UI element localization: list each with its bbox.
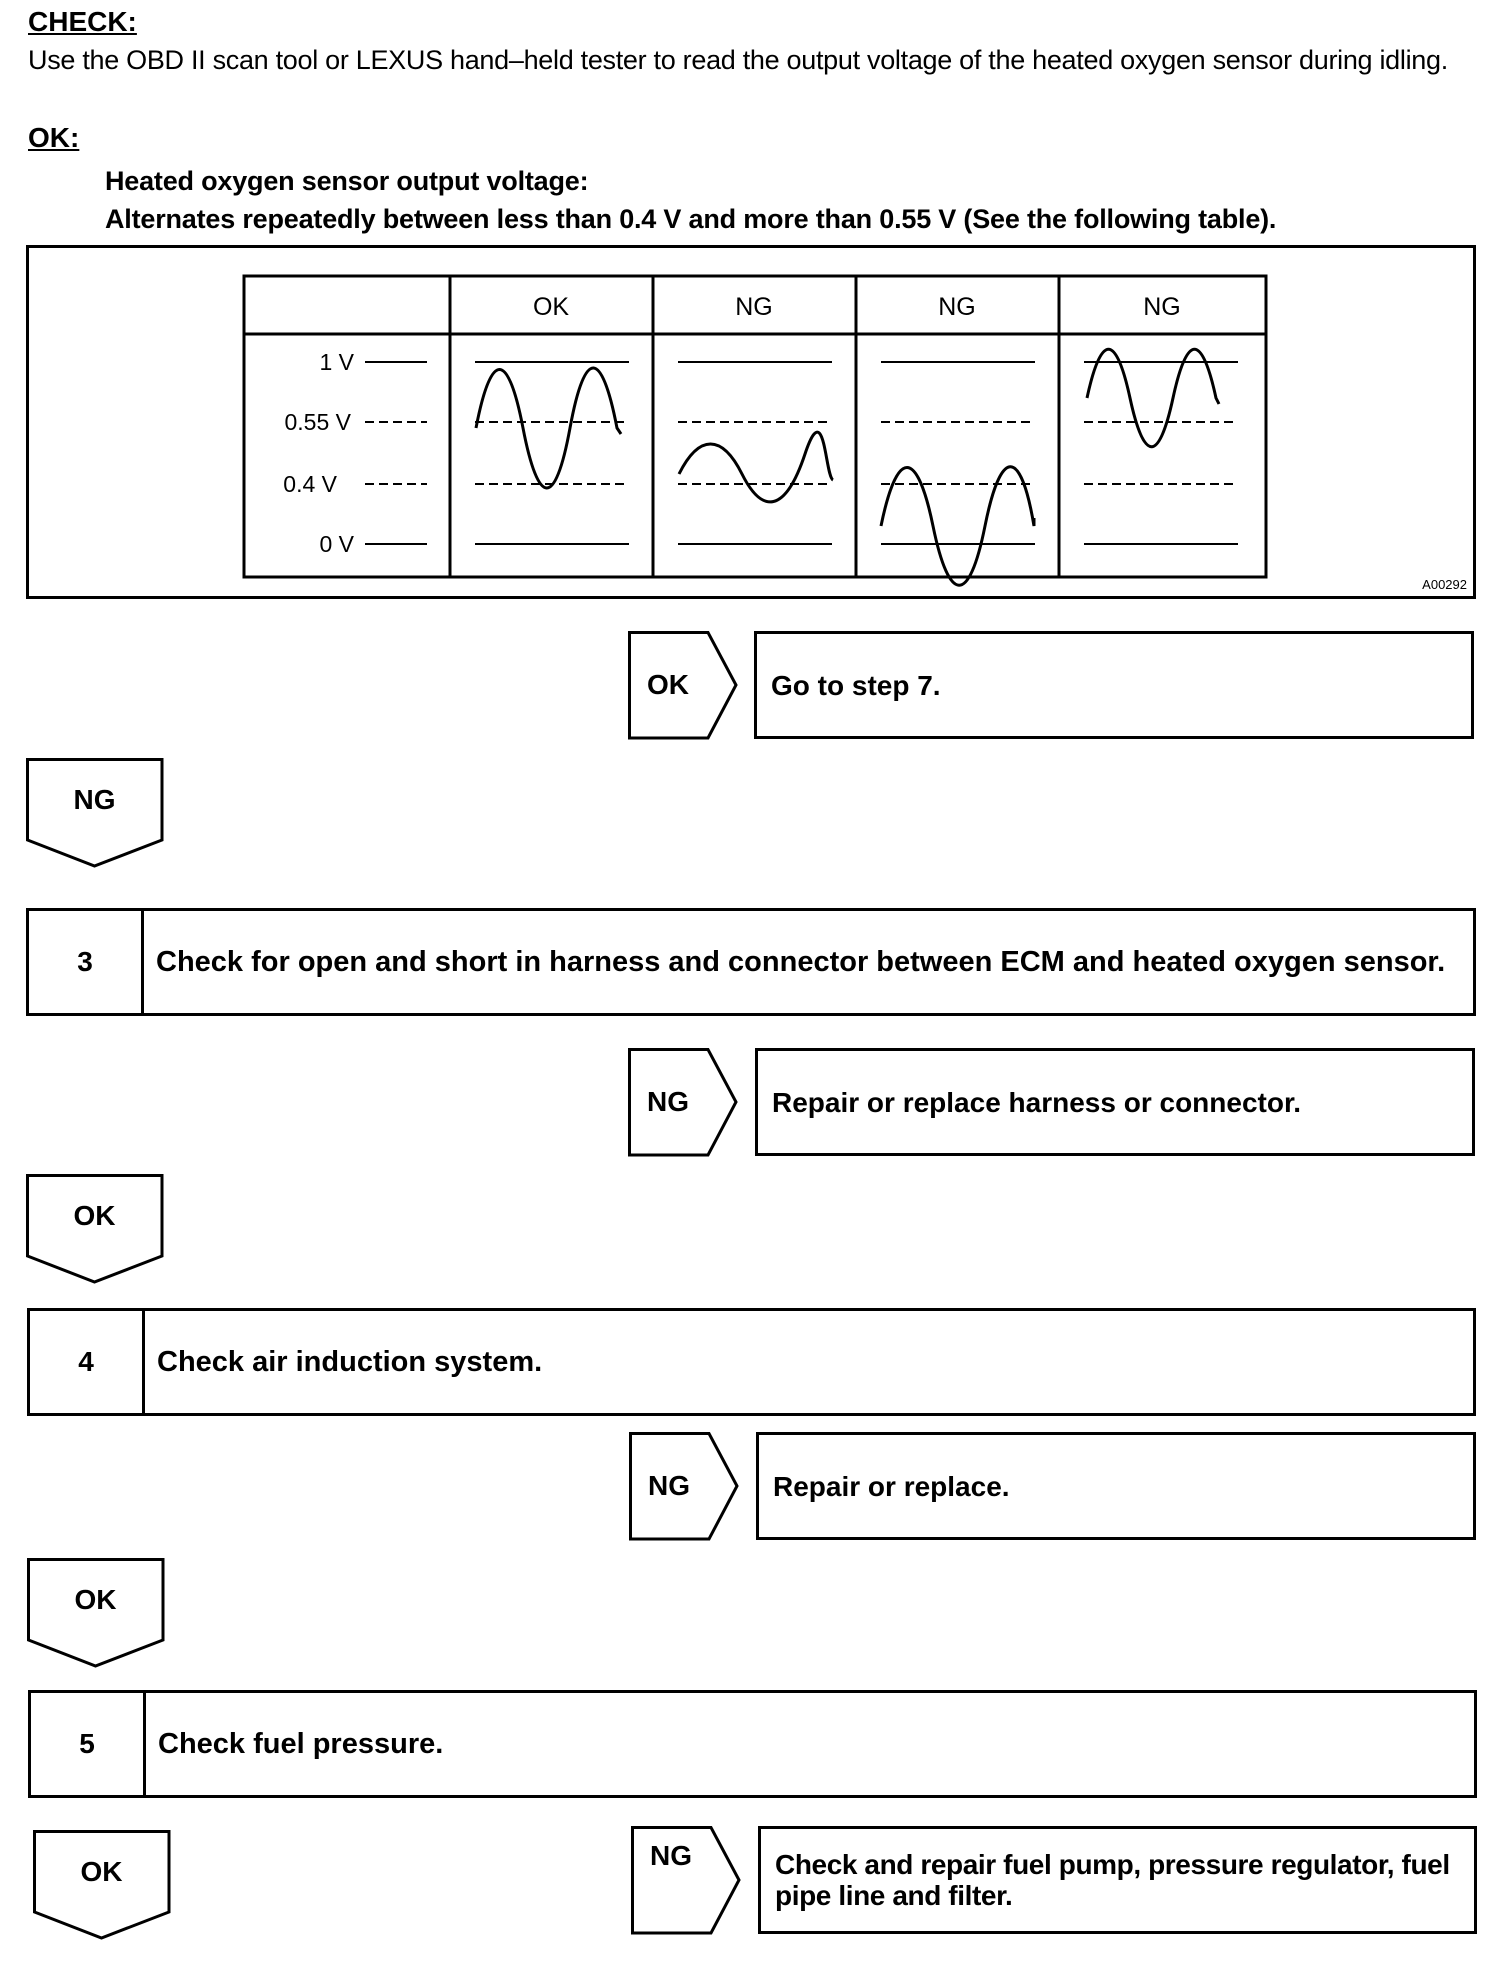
step-4-number: 4: [30, 1311, 145, 1413]
step-5-box: [28, 1690, 1477, 1798]
col-header-ng-2: NG: [938, 293, 976, 321]
step-5-number: 5: [31, 1693, 146, 1795]
spec-line-1: Heated oxygen sensor output voltage:: [105, 166, 589, 196]
result-check-fuel-pump: Check and repair fuel pump, pressure regulator, fuel pipe line and filter.: [758, 1826, 1477, 1934]
check-heading: CHECK:: [28, 6, 137, 37]
col-header-ng-3: NG: [1143, 293, 1181, 321]
table-border: [244, 276, 1266, 577]
ng-arrow-label-step-5: NG: [650, 1840, 692, 1871]
step-3-text: Check for open and short in harness and connector between ECM and heated oxygen sensor.: [156, 945, 1446, 978]
ok-down-arrow-label-step-5: OK: [80, 1856, 123, 1887]
level-label-1v: 1 V: [319, 349, 354, 375]
check-instructions: Use the OBD II scan tool or LEXUS hand–held tester to read the output voltage of the heated oxygen sensor during idling.: [28, 45, 1448, 75]
step-4-text: Check air induction system.: [157, 1345, 543, 1378]
level-label-04v: 0.4 V: [283, 471, 337, 497]
ng-down-arrow-label: NG: [73, 784, 116, 815]
waveform-ok: [476, 368, 621, 488]
step-5-text: Check fuel pressure.: [158, 1727, 444, 1760]
ok-down-arrow-label-step-3: OK: [73, 1200, 116, 1231]
level-label-0v: 0 V: [319, 531, 354, 557]
col-header-ng-1: NG: [735, 293, 773, 321]
ok-down-arrow-label-step-4: OK: [74, 1584, 117, 1615]
waveform-figure: [26, 245, 1476, 599]
ok-heading: OK:: [28, 122, 80, 153]
step-4-box: [27, 1308, 1476, 1416]
level-label-055v: 0.55 V: [284, 409, 351, 435]
result-go-to-step-7: Go to step 7.: [754, 631, 1474, 739]
step-3-box: [26, 908, 1476, 1016]
waveform-table: [29, 248, 1473, 596]
ng-arrow-label-step-3: NG: [647, 1086, 689, 1117]
col-header-ok: OK: [532, 293, 570, 321]
result-repair-harness: Repair or replace harness or connector.: [755, 1048, 1475, 1156]
spec-line-2: Alternates repeatedly between less than 0.4 V and more than 0.55 V (See the following table).: [105, 204, 1277, 234]
waveform-ng-3: [1087, 349, 1219, 447]
result-repair-or-replace: Repair or replace.: [756, 1432, 1476, 1540]
step-3-number: 3: [29, 911, 144, 1013]
ok-arrow-label: OK: [647, 669, 689, 700]
waveform-ng-1: [679, 432, 833, 502]
figure-code: A00292: [1422, 577, 1467, 592]
ng-arrow-label-step-4: NG: [648, 1470, 690, 1501]
